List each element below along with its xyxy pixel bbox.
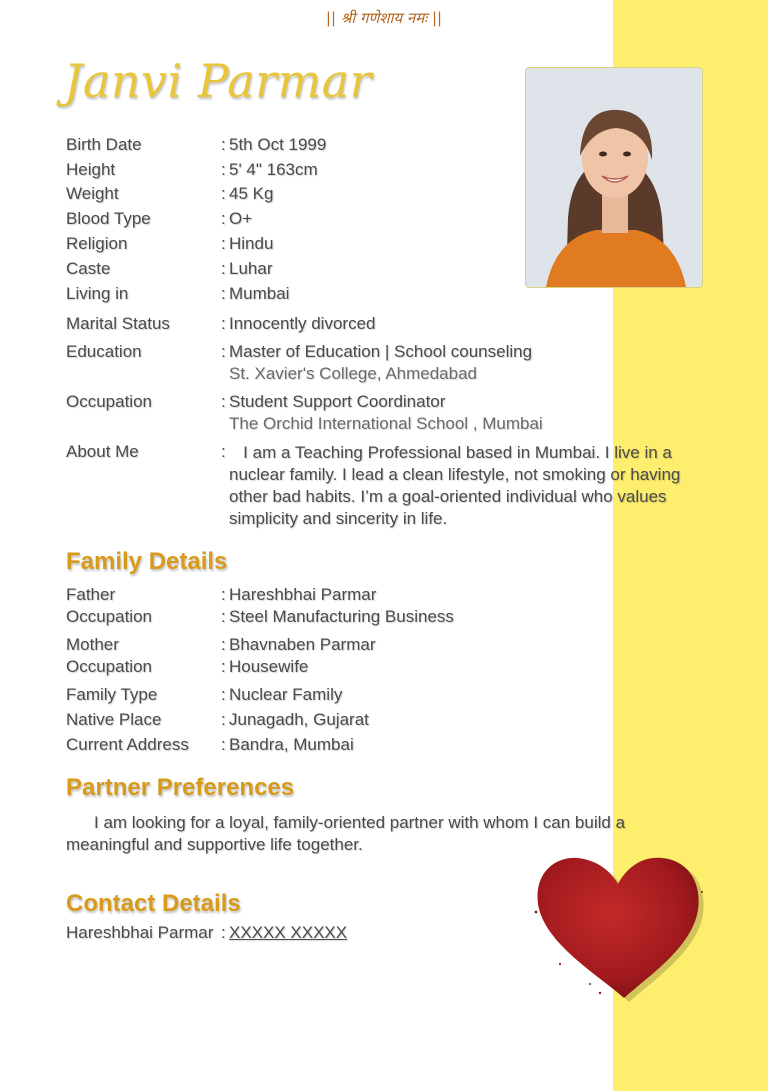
detail-label: Mother bbox=[66, 635, 119, 654]
detail-value: Hareshbhai Parmar bbox=[229, 585, 377, 604]
heart-icon bbox=[530, 852, 708, 1002]
detail-value: Innocently divorced bbox=[229, 314, 376, 333]
colon: : bbox=[221, 259, 226, 278]
detail-value: 45 Kg bbox=[229, 184, 274, 203]
contact-name: Hareshbhai Parmar bbox=[66, 923, 214, 942]
detail-value: Luhar bbox=[229, 259, 273, 278]
colon: : bbox=[221, 314, 226, 333]
occupation-employer: The Orchid International School , Mumbai bbox=[229, 414, 543, 433]
colon: : bbox=[221, 585, 226, 604]
detail-label: Occupation bbox=[66, 607, 152, 626]
detail-value: Junagadh, Gujarat bbox=[229, 710, 369, 729]
colon: : bbox=[221, 392, 226, 411]
detail-label: Height bbox=[66, 160, 116, 179]
detail-value: Master of Education | School counseling bbox=[229, 342, 533, 361]
detail-value: 5th Oct 1999 bbox=[229, 135, 327, 154]
partner-preferences-text bbox=[66, 812, 666, 856]
contact-phone-link[interactable]: XXXXX XXXXX bbox=[229, 923, 348, 942]
detail-label: Education bbox=[66, 342, 142, 361]
colon: : bbox=[221, 284, 226, 303]
detail-label: Blood Type bbox=[66, 209, 151, 228]
detail-value: Bhavnaben Parmar bbox=[229, 635, 376, 654]
portrait-image bbox=[526, 68, 702, 287]
detail-label: Caste bbox=[66, 259, 111, 278]
detail-label: Occupation bbox=[66, 657, 152, 676]
partner-line: meaningful and supportive life together. bbox=[66, 835, 363, 854]
detail-label: Family Type bbox=[66, 685, 158, 704]
colon: : bbox=[221, 234, 226, 253]
colon: : bbox=[221, 160, 226, 179]
profile-name: Janvi Parmar bbox=[64, 54, 373, 108]
detail-label: Father bbox=[66, 585, 116, 604]
colon: : bbox=[221, 135, 226, 154]
detail-label: Religion bbox=[66, 234, 128, 253]
colon: : bbox=[221, 635, 226, 654]
partner-preferences-heading: Partner Preferences bbox=[66, 774, 295, 801]
detail-value: Student Support Coordinator bbox=[229, 392, 446, 411]
colon: : bbox=[221, 657, 226, 676]
colon: : bbox=[221, 710, 226, 729]
detail-label: About Me bbox=[66, 442, 139, 461]
detail-label: Current Address bbox=[66, 735, 189, 754]
colon: : bbox=[221, 685, 226, 704]
family-details-heading: Family Details bbox=[66, 548, 228, 575]
colon: : bbox=[221, 607, 226, 626]
colon: : bbox=[221, 184, 226, 203]
about-line: simplicity and sincerity in life. bbox=[229, 509, 448, 528]
education-institution: St. Xavier's College, Ahmedabad bbox=[229, 364, 478, 383]
colon: : bbox=[221, 735, 226, 754]
about-me-text bbox=[229, 442, 709, 530]
detail-value: 5' 4" 163cm bbox=[229, 160, 318, 179]
colon: : bbox=[221, 342, 226, 361]
contact-details-heading: Contact Details bbox=[66, 890, 241, 917]
colon: : bbox=[221, 209, 226, 228]
detail-value: Steel Manufacturing Business bbox=[229, 607, 454, 626]
detail-label: Weight bbox=[66, 184, 119, 203]
blessing-text: || श्री गणेशाय नमः || bbox=[325, 9, 443, 27]
about-line: nuclear family. I lead a clean lifestyle, not smoking or having bbox=[229, 465, 681, 484]
detail-label: Birth Date bbox=[66, 135, 142, 154]
detail-value: Hindu bbox=[229, 234, 274, 253]
partner-line: I am looking for a loyal, family-oriented partner with whom I can build a bbox=[94, 813, 626, 832]
detail-value: O+ bbox=[229, 209, 253, 228]
profile-photo bbox=[525, 67, 703, 288]
detail-value: Housewife bbox=[229, 657, 309, 676]
about-line: I am a Teaching Professional based in Mumbai. I live in a bbox=[229, 443, 672, 462]
detail-value: Mumbai bbox=[229, 284, 290, 303]
detail-value: Bandra, Mumbai bbox=[229, 735, 354, 754]
detail-label: Native Place bbox=[66, 710, 162, 729]
detail-label: Occupation bbox=[66, 392, 152, 411]
about-line: other bad habits. I’m a goal-oriented individual who values bbox=[229, 487, 667, 506]
detail-value: Nuclear Family bbox=[229, 685, 343, 704]
colon: : bbox=[221, 442, 226, 461]
detail-label: Marital Status bbox=[66, 314, 170, 333]
colon: : bbox=[221, 923, 226, 942]
detail-label: Living in bbox=[66, 284, 129, 303]
